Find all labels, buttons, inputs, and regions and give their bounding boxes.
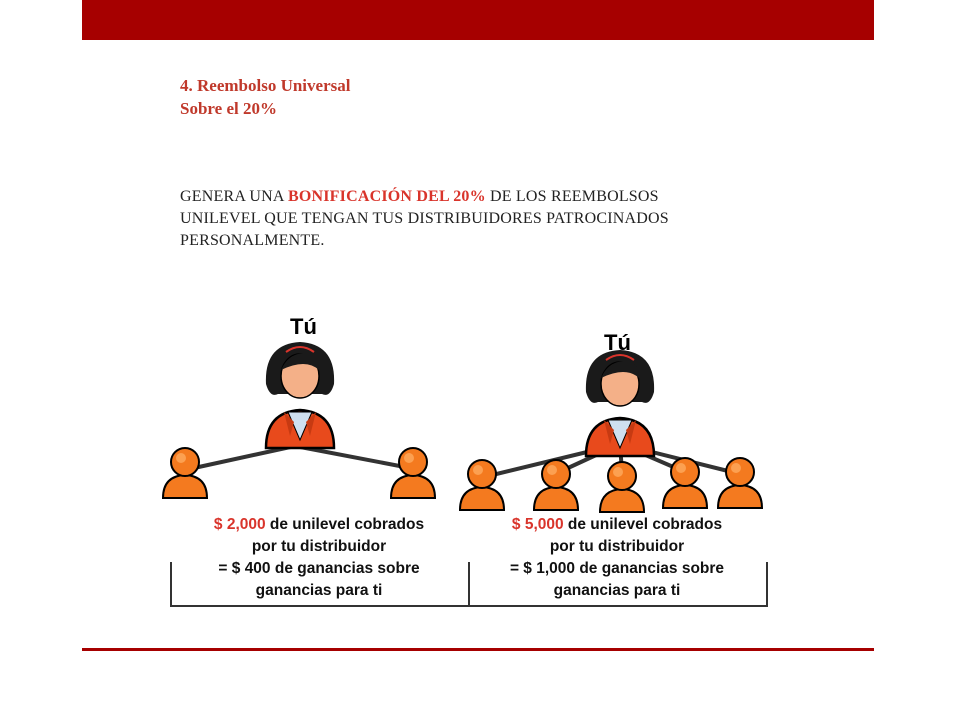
left-caption-line-3	[170, 558, 468, 580]
left-member-icon	[163, 448, 207, 498]
left-caption-line-1	[170, 514, 468, 536]
bonus-diagram	[160, 300, 770, 610]
left-line3-text: de ganancias sobre	[270, 560, 420, 577]
right-member-icon	[600, 462, 644, 512]
left-member-icon	[391, 448, 435, 498]
right-caption-line-4: ganancias para ti	[553, 582, 681, 599]
right-caption	[468, 514, 766, 602]
left-line1-text: de unilevel cobrados	[265, 516, 425, 533]
bottom-accent-rule	[82, 648, 874, 651]
right-caption-line-2: por tu distribuidor	[549, 538, 685, 555]
top-accent-bar	[82, 0, 874, 40]
left-you-label: Tú	[290, 314, 317, 339]
right-earnings: = $ 1,000	[509, 560, 576, 577]
left-caption	[170, 514, 468, 602]
right-line3-text: de ganancias sobre	[575, 560, 725, 577]
right-caption-line-3	[468, 558, 766, 580]
left-earnings: = $ 400	[218, 560, 271, 577]
right-you-label: Tú	[604, 330, 631, 355]
right-member-icon	[460, 460, 504, 510]
heading-line-2: Sobre el 20%	[180, 99, 277, 118]
right-amount: $ 5,000	[511, 516, 564, 533]
right-line1-text: de unilevel cobrados	[563, 516, 723, 533]
body-highlight: BONIFICACIÓN DEL 20%	[287, 188, 486, 205]
body-text-pre: GENERA UNA	[180, 188, 288, 205]
heading-line-1: 4. Reembolso Universal	[180, 76, 351, 95]
right-member-icon	[718, 458, 762, 508]
left-caption-line-4: ganancias para ti	[255, 582, 383, 599]
table-border-bottom	[170, 605, 768, 607]
table-border-right	[766, 562, 768, 606]
body-paragraph	[180, 186, 740, 252]
right-sponsor-icon	[586, 350, 654, 456]
left-caption-line-2: por tu distribuidor	[251, 538, 387, 555]
slide-heading	[180, 74, 350, 120]
right-caption-line-1	[468, 514, 766, 536]
left-amount: $ 2,000	[213, 516, 266, 533]
left-sponsor-icon	[266, 342, 334, 448]
body-text-post: DE LOS REEMBOLSOS UNILEVEL QUE TENGAN TUS DISTRIBUIDORES PATROCINADOS PERSONALMENTE.	[180, 188, 669, 249]
